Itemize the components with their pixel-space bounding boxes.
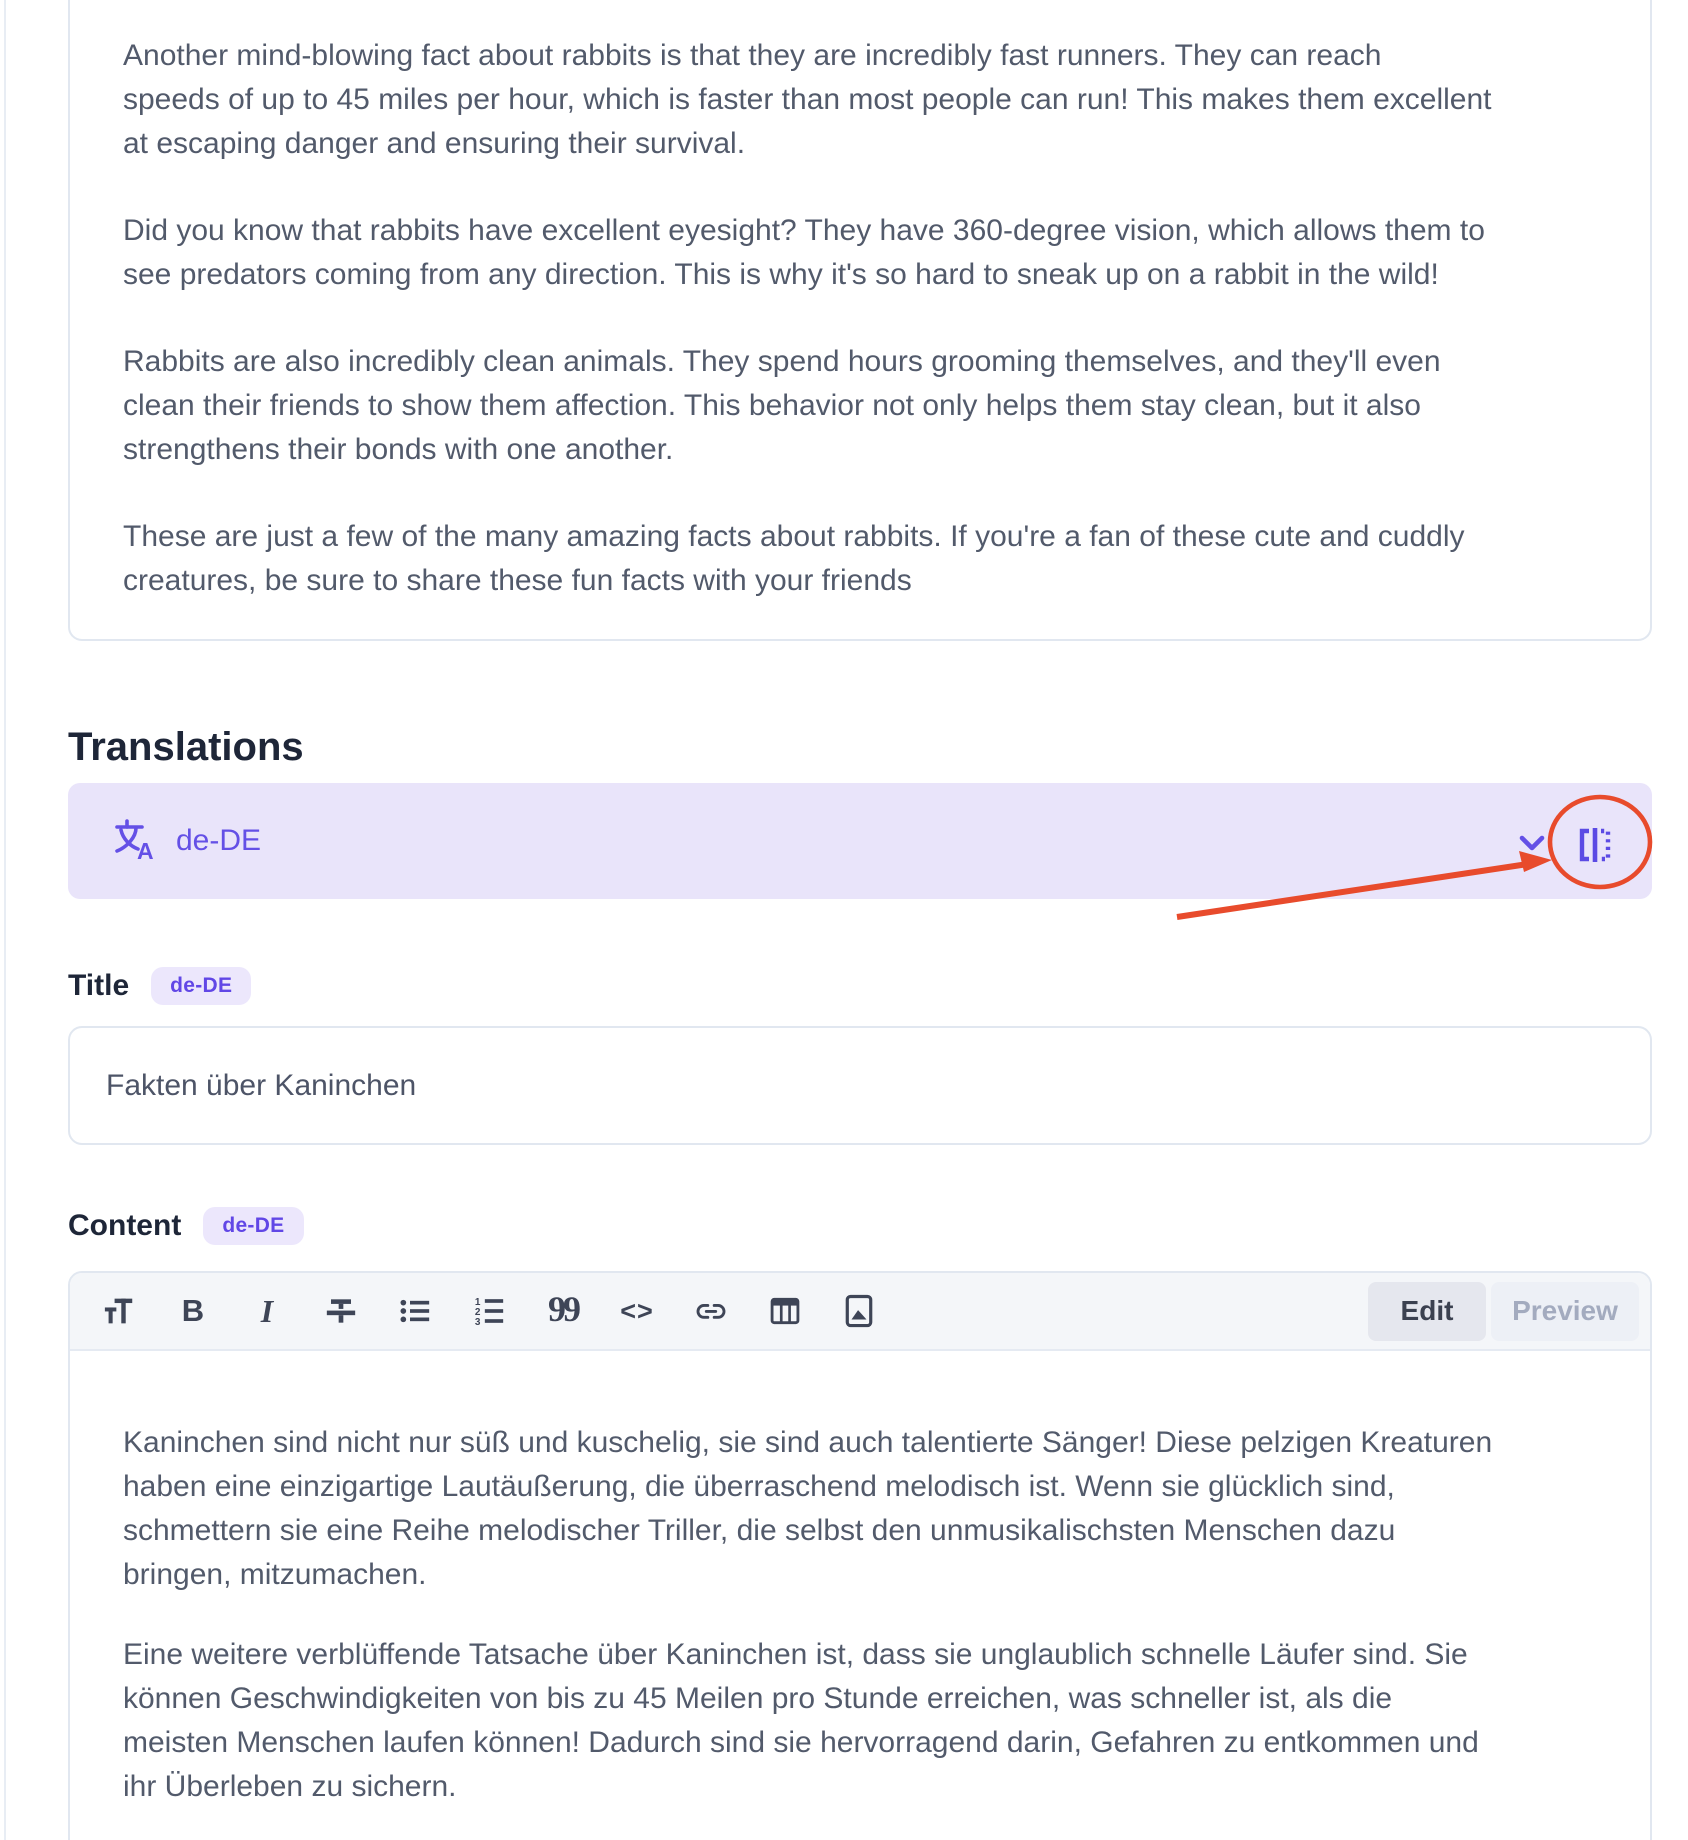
content-field-label: Content xyxy=(68,1208,182,1242)
bullet-list-icon[interactable] xyxy=(400,1291,430,1331)
svg-text:1: 1 xyxy=(474,1297,481,1309)
text-line: bringen, mitzumachen. xyxy=(123,1558,427,1591)
text-line: see predators coming from any direction. This is why it's so hard to sneak up on a rabbit in the wild! xyxy=(123,258,1439,291)
title-locale-badge: de-DE xyxy=(151,967,251,1005)
content-editor-text xyxy=(123,1421,1610,1809)
translate-icon xyxy=(112,817,156,866)
paragraph xyxy=(123,209,1610,297)
text-line: Rabbits are also incredibly clean animals. They spend hours grooming themselves, and they'll even xyxy=(123,345,1441,378)
paragraph xyxy=(123,34,1610,166)
title-field-label: Title xyxy=(68,968,130,1002)
text-line: Did you know that rabbits have excellent eyesight? They have 360-degree vision, which allows them to xyxy=(123,214,1485,247)
source-content-text xyxy=(123,34,1610,603)
svg-text:3: 3 xyxy=(474,1317,481,1328)
title-input[interactable] xyxy=(68,1026,1652,1145)
code-icon[interactable]: <> xyxy=(622,1291,652,1331)
side-by-side-icon[interactable] xyxy=(1572,822,1618,868)
text-line: at escaping danger and ensuring their survival. xyxy=(123,127,746,160)
editor-mode-switch xyxy=(1368,1282,1639,1341)
bold-icon[interactable]: B xyxy=(178,1291,208,1331)
text-line: können Geschwindigkeiten von bis zu 45 Meilen pro Stunde erreichen, was schneller ist, als die xyxy=(123,1682,1393,1715)
italic-icon[interactable]: I xyxy=(252,1291,282,1331)
blockquote-icon[interactable]: 99 xyxy=(548,1289,578,1329)
content-editor xyxy=(68,1271,1652,1840)
text-line: creatures, be sure to share these fun facts with your friends xyxy=(123,564,912,597)
svg-text:A: A xyxy=(137,837,154,861)
strikethrough-icon[interactable] xyxy=(326,1291,356,1331)
paragraph xyxy=(123,1421,1610,1597)
numbered-list-icon[interactable] xyxy=(474,1291,504,1331)
text-line: These are just a few of the many amazing facts about rabbits. If you're a fan of these cute and cuddly xyxy=(123,520,1465,553)
translation-locale-bar[interactable] xyxy=(68,783,1652,899)
source-content-textarea[interactable] xyxy=(68,0,1652,641)
editor-toolbar xyxy=(70,1273,1650,1351)
text-line: ihr Überleben zu sichern. xyxy=(123,1770,457,1803)
image-icon[interactable] xyxy=(844,1291,874,1331)
text-line: clean their friends to show them affection. This behavior not only helps them stay clean, but it also xyxy=(123,389,1421,422)
text-line: Eine weitere verblüffende Tatsache über Kaninchen ist, dass sie unglaublich schnelle Läufer sind. Sie xyxy=(123,1638,1468,1671)
paragraph xyxy=(123,1633,1610,1809)
content-editor-textarea[interactable] xyxy=(70,1351,1650,1809)
text-line: schmettern sie eine Reihe melodischer Triller, die selbst den unmusikalischsten Menschen dazu xyxy=(123,1514,1396,1547)
title-field-row xyxy=(68,963,251,1008)
locale-bar-label: de-DE xyxy=(176,824,262,857)
link-icon[interactable] xyxy=(696,1291,726,1331)
edit-button[interactable]: Edit xyxy=(1368,1282,1486,1341)
content-locale-badge: de-DE xyxy=(203,1207,303,1245)
translations-heading: Translations xyxy=(68,725,304,769)
sidebar-edge-divider xyxy=(4,0,6,1840)
svg-text:2: 2 xyxy=(474,1307,481,1319)
text-line: Another mind-blowing fact about rabbits is that they are incredibly fast runners. They can reach xyxy=(123,39,1382,72)
text-line: strengthens their bonds with one another. xyxy=(123,433,674,466)
title-input-value: Fakten über Kaninchen xyxy=(106,1068,417,1102)
paragraph xyxy=(123,515,1610,603)
table-icon[interactable] xyxy=(770,1291,800,1331)
text-line: haben eine einzigartige Lautäußerung, die überraschend melodisch ist. Wenn sie glücklich sind, xyxy=(123,1470,1395,1503)
toolbar-icon-group xyxy=(104,1291,918,1331)
paragraph xyxy=(123,340,1610,472)
text-line: speeds of up to 45 miles per hour, which is faster than most people can run! This makes them excellent xyxy=(123,83,1492,116)
content-field-row xyxy=(68,1203,304,1248)
text-line: Kaninchen sind nicht nur süß und kuschelig, sie sind auch talentierte Sänger! Diese pelzigen Kreaturen xyxy=(123,1426,1493,1459)
text-size-icon[interactable] xyxy=(104,1291,134,1331)
preview-button[interactable]: Preview xyxy=(1491,1282,1639,1341)
text-line: meisten Menschen laufen können! Dadurch sind sie hervorragend darin, Gefahren zu entkommen und xyxy=(123,1726,1479,1759)
chevron-down-icon[interactable] xyxy=(1519,835,1545,853)
